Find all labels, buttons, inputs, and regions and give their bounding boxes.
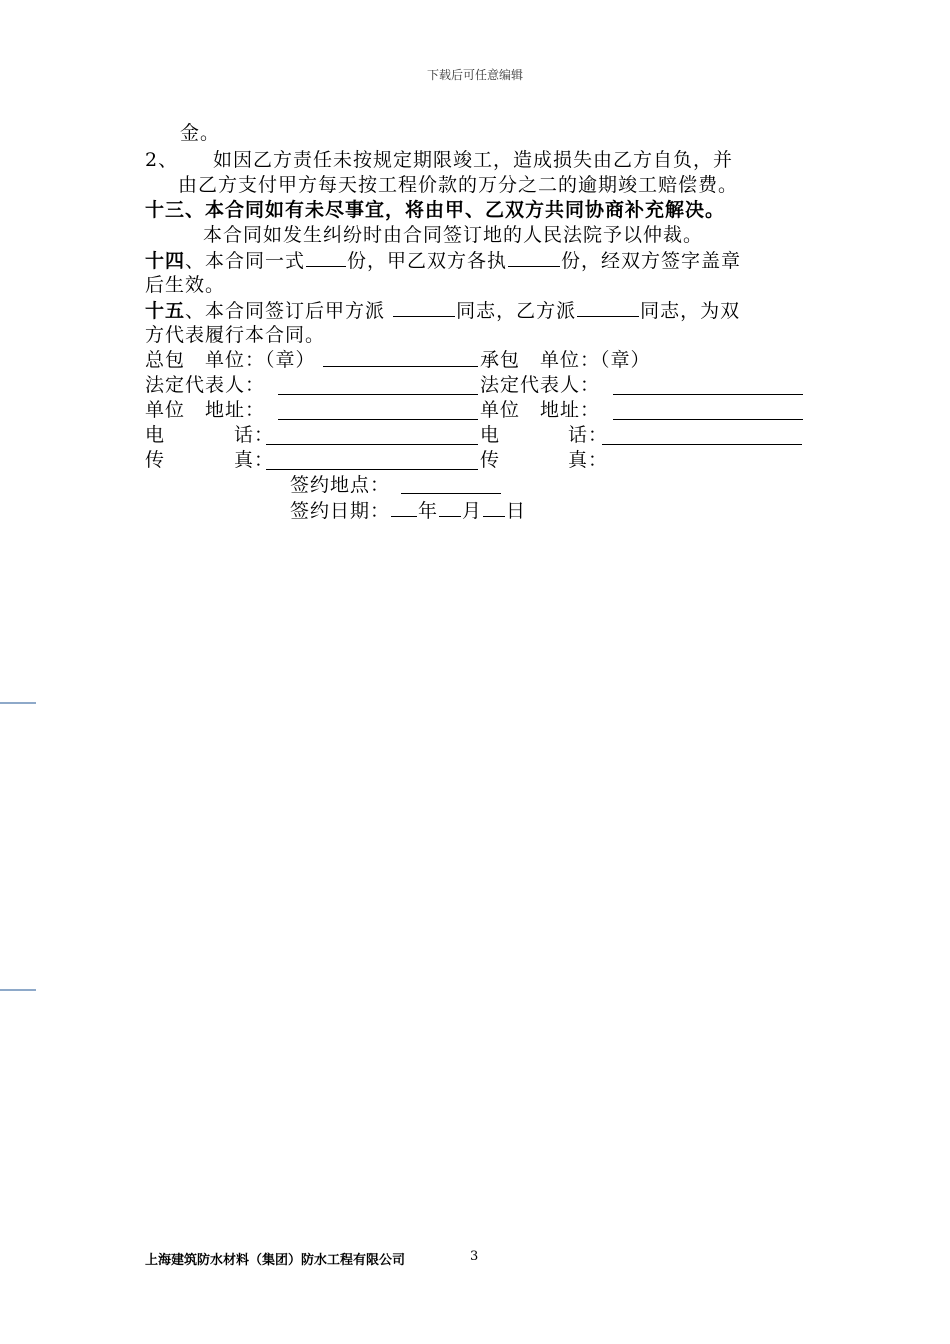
year-blank[interactable] [391,498,417,517]
clause-14-text-a: 、本合同一式 [185,250,306,272]
left-addr-line[interactable] [278,419,478,420]
left-addr-label: 单位 地址： [145,399,266,421]
item2-line2: 由乙方支付甲方每天按工程价款的万分之二的逾期竣工赔偿费。 [178,174,739,196]
left-fax-char2: 真： [234,449,275,471]
right-fax-char1: 传 [480,449,501,471]
clause-15-text-b: 同志，乙方派 [456,300,577,322]
right-fax-char2: 真： [568,449,609,471]
party-a-rep-blank[interactable] [393,298,455,317]
margin-marker [0,989,36,991]
clause-15-line2: 方代表履行本合同。 [145,324,326,346]
page-number: 3 [470,1249,479,1264]
right-tel-char1: 电 [480,424,501,446]
clause-14-line1 [145,248,741,274]
left-tel-char2: 话： [234,424,275,446]
right-addr-line[interactable] [613,419,803,420]
clause-14-label: 十四 [145,250,186,272]
right-tel-line[interactable] [602,444,802,445]
day-blank[interactable] [483,498,505,517]
clause-15-text-c: 同志，为双 [640,300,741,322]
clause-13-sub: 本合同如发生纠纷时由合同签订地的人民法院予以仲裁。 [203,224,704,246]
right-tel-char2: 话： [568,424,609,446]
left-unit-label: 总包 单位：（章） [145,349,316,371]
sign-date-label: 签约日期： [290,500,391,522]
right-rep-label: 法定代表人： [480,374,601,396]
month-blank[interactable] [439,498,461,517]
right-addr-label: 单位 地址： [480,399,601,421]
footer-company: 上海建筑防水材料（集团）防水工程有限公司 [145,1253,406,1268]
year-label: 年 [418,500,439,522]
left-tel-char1: 电 [145,424,166,446]
each-copies-blank[interactable] [508,248,560,267]
left-fax-char1: 传 [145,449,166,471]
sign-date-row [290,498,526,524]
clause-14-text-b: 份，甲乙双方各执 [347,250,508,272]
sign-place-line[interactable] [401,493,501,494]
sign-place-label: 签约地点： [290,474,391,496]
right-rep-line[interactable] [613,394,803,395]
item2-number: 2、 [145,149,179,171]
text-line-jin: 金。 [180,122,221,144]
item2-line1: 如因乙方责任未按规定期限竣工，造成损失由乙方自负，并 [213,149,734,171]
left-unit-row [145,348,316,373]
day-label: 日 [506,500,527,522]
month-label: 月 [462,500,483,522]
left-rep-label: 法定代表人： [145,374,266,396]
margin-marker [0,702,36,704]
clause-14-line2: 后生效。 [145,274,226,296]
copies-blank[interactable] [306,248,346,267]
left-fax-line[interactable] [266,469,478,470]
clause-15-line1 [145,298,740,324]
clause-15-label: 十五 [145,300,186,322]
page-header: 下载后可任意编辑 [426,68,523,82]
left-rep-line[interactable] [278,394,478,395]
right-unit-label: 承包 单位：（章） [480,349,651,371]
clause-14-text-c: 份，经双方签字盖章 [561,250,742,272]
clause-15-text-a: 、本合同签订后甲方派 [185,300,386,322]
left-tel-line[interactable] [266,444,478,445]
party-b-rep-blank[interactable] [577,298,639,317]
clause-13: 十三、本合同如有未尽事宜，将由甲、乙双方共同协商补充解决。 [145,199,726,221]
left-unit-line[interactable] [323,366,478,367]
